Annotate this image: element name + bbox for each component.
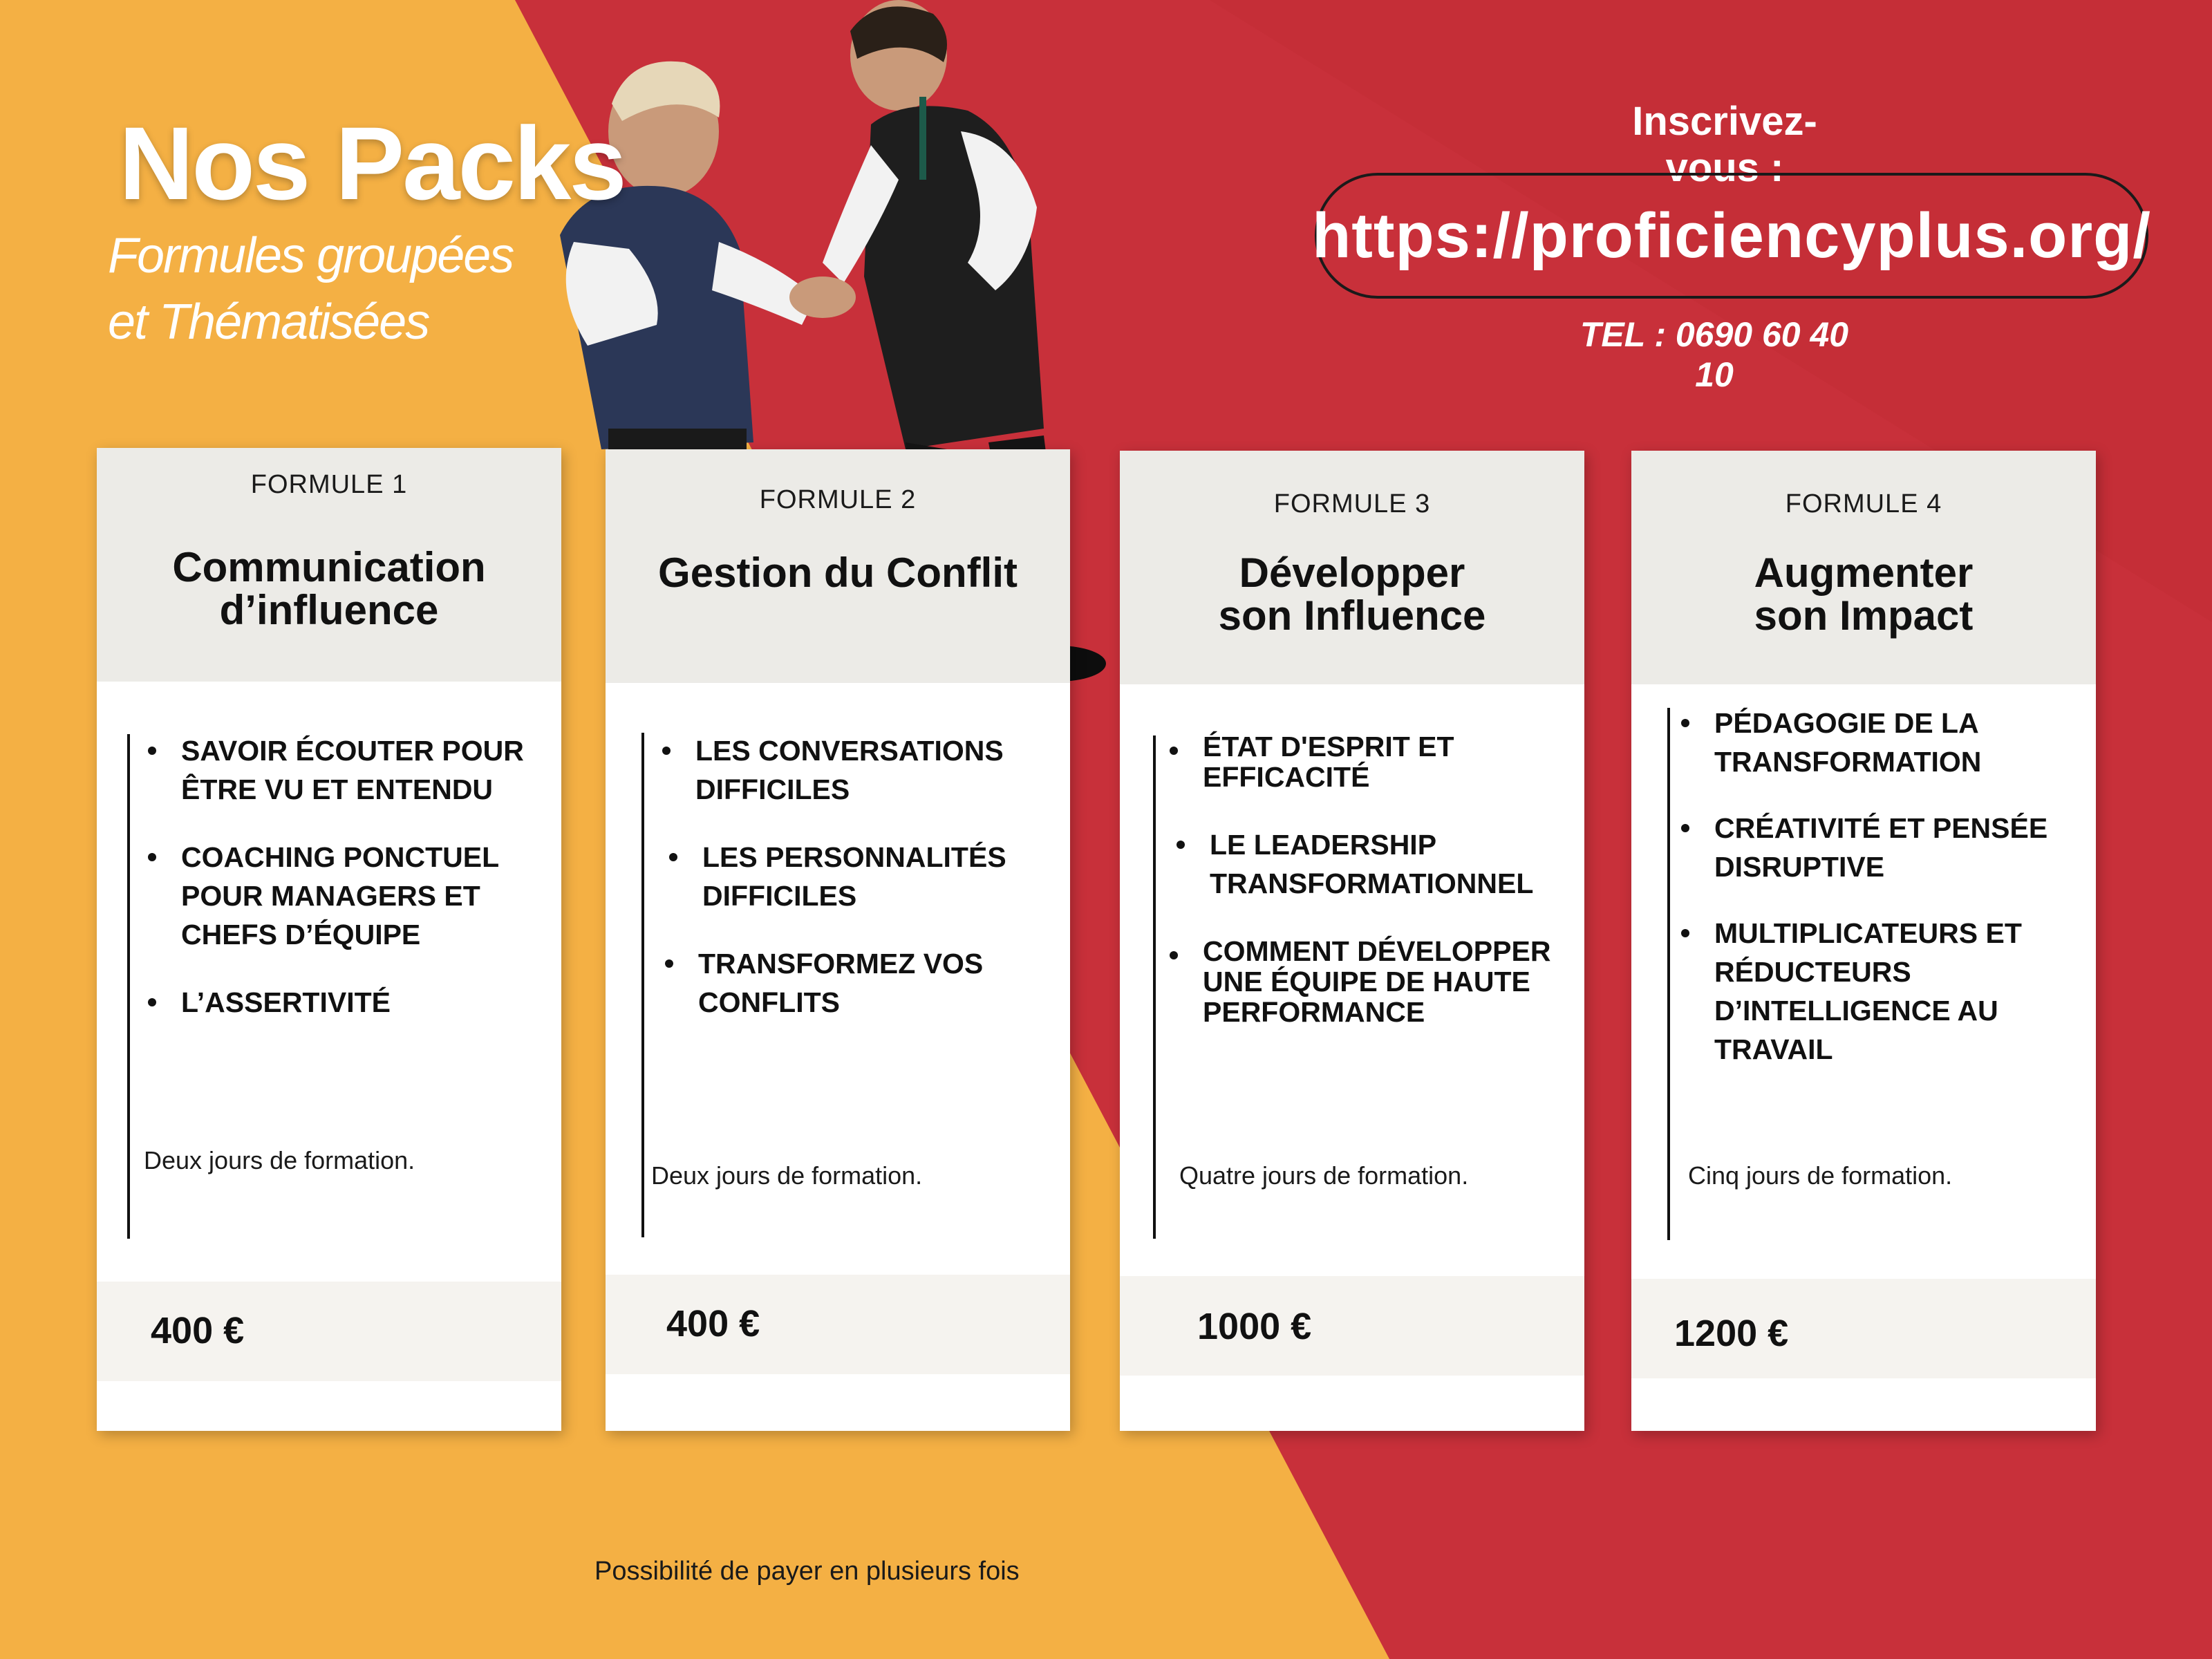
divider-line [127,734,130,1239]
price-band [1120,1276,1584,1376]
card-title-line-1: Augmenter [1754,550,1974,596]
formule-label: FORMULE 3 [1273,489,1431,518]
register-label: Inscrivez-vous : [1632,99,1817,190]
duration-text: Deux jours de formation. [144,1146,415,1174]
card-title-line-2: son Impact [1754,592,1974,639]
card-title [1631,552,2096,637]
duration-text: Deux jours de formation. [651,1161,923,1190]
payment-note: Possibilité de payer en plusieurs fois [594,1557,1020,1586]
card-title-line-2: d’influence [219,587,439,633]
list-item: PÉDAGOGIE DE LA TRANSFORMATION [1674,704,2089,781]
list-item: CRÉATIVITÉ ET PENSÉE DISRUPTIVE [1674,809,2089,886]
pack-card-4 [1631,451,2096,1431]
card-title-line-1: Gestion du Conflit [658,550,1018,596]
card-header [1120,451,1584,684]
divider-line [641,733,644,1237]
price: 400 € [666,1303,760,1344]
page-title: Nos Packs [119,105,625,221]
phone-number: TEL : 0690 60 40 10 [1580,315,1849,394]
pack-card-1 [97,448,561,1431]
list-item: L’ASSERTIVITÉ [141,983,542,1022]
subtitle-line-1: Formules groupées [108,228,514,283]
card-body [97,682,561,1431]
card-title [1120,552,1584,637]
topics-list [655,731,1042,1022]
price: 1200 € [1674,1313,1789,1354]
website-link[interactable] [1312,173,2151,299]
list-item: LES CONVERSATIONS DIFFICILES [655,731,1042,809]
list-item: ÉTAT D'ESPRIT ET EFFICACITÉ [1163,731,1577,792]
price: 1000 € [1197,1306,1312,1347]
divider-line [1153,735,1156,1239]
duration-text: Cinq jours de formation. [1688,1161,1953,1190]
card-header [606,449,1070,683]
list-item: LES PERSONNALITÉS DIFFICILES [662,838,1049,915]
card-body [606,683,1070,1431]
card-title [606,552,1070,594]
topics-list [1163,731,1577,1027]
pack-card-2 [606,449,1070,1431]
card-body [1120,684,1584,1431]
website-url[interactable]: https://proficiencyplus.org/ [1312,200,2151,271]
list-item: COMMENT DÉVELOPPER UNE ÉQUIPE DE HAUTE PERFORMANCE [1163,936,1577,1027]
topics-list [141,731,542,1022]
card-title-line-1: Communication [172,544,486,590]
list-item: LE LEADERSHIP TRANSFORMATIONNEL [1170,825,1584,903]
pack-card-3 [1120,451,1584,1431]
card-header [97,448,561,682]
formule-label: FORMULE 1 [250,470,408,499]
price: 400 € [151,1310,245,1351]
card-header [1631,451,2096,684]
formule-label: FORMULE 2 [759,485,917,514]
list-item: MULTIPLICATEURS ET RÉDUCTEURS D’INTELLIGENCE AU TRAVAIL [1674,914,2089,1069]
topics-list [1674,704,2089,1069]
formule-label: FORMULE 4 [1785,489,1942,518]
card-body [1631,684,2096,1431]
duration-text: Quatre jours de formation. [1179,1161,1469,1190]
page-subtitle [108,223,513,355]
list-item: SAVOIR ÉCOUTER POUR ÊTRE VU ET ENTENDU [141,731,542,809]
subtitle-line-2: et Thématisées [108,294,429,350]
card-title-line-2: son Influence [1218,592,1486,639]
list-item: TRANSFORMEZ VOS CONFLITS [658,944,1045,1022]
card-title [97,546,561,632]
list-item: COACHING PONCTUEL POUR MANAGERS ET CHEFS D’ÉQUIPE [141,838,542,954]
card-title-line-1: Développer [1239,550,1465,596]
divider-line [1667,708,1670,1240]
